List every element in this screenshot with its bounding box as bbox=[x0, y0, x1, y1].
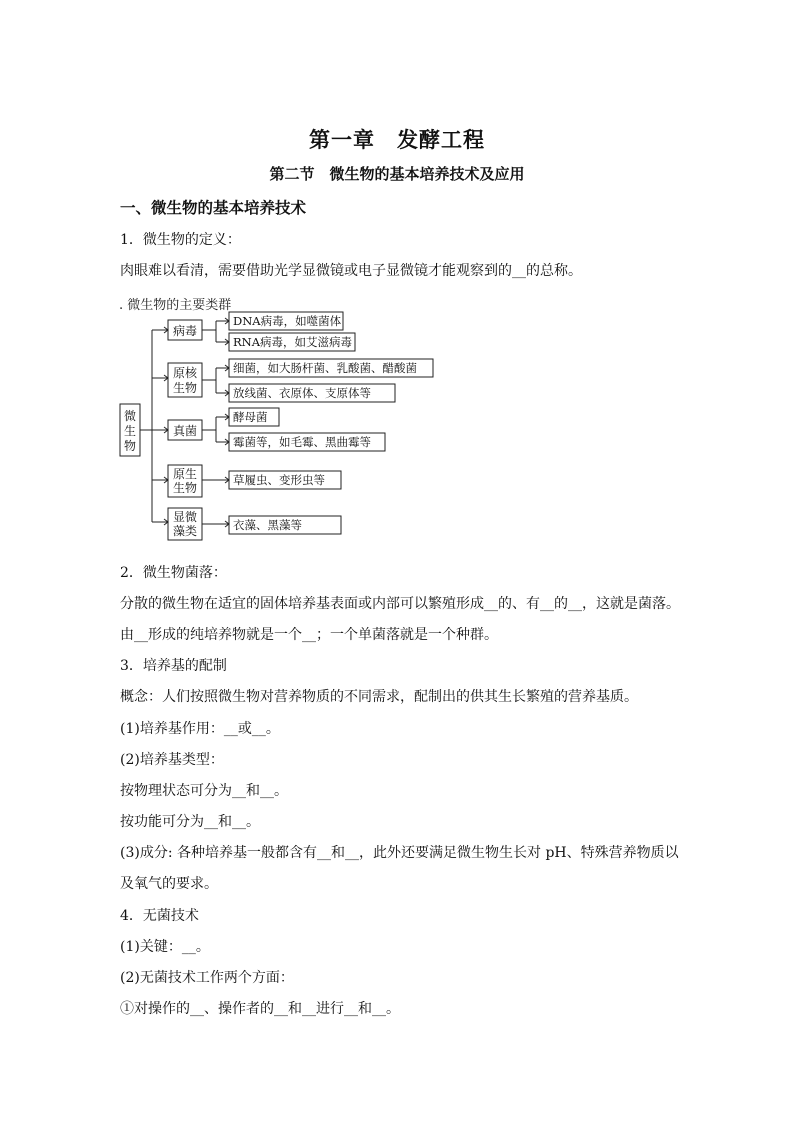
item-4-aspect-1: ①对操作的__、操作者的__和__进行__和__。 bbox=[120, 1001, 400, 1017]
item-2-line2: 由__形成的纯培养物就是一个__；一个单菌落就是一个种群。 bbox=[120, 627, 498, 643]
item-2-title: 2．微生物菌落： bbox=[120, 565, 227, 581]
item-4-key: (1)关键：__。 bbox=[120, 939, 210, 955]
group-label-algae-2: 藻类 bbox=[172, 524, 198, 538]
item-4-title: 4．无菌技术 bbox=[120, 908, 199, 924]
group-label-protist-2: 生物 bbox=[172, 481, 198, 495]
group-label-prokaryote-2: 生物 bbox=[172, 381, 198, 395]
leaf-bacteria: 细菌，如大肠杆菌、乳酸菌、醋酸菌 bbox=[233, 361, 417, 375]
heading-basic-culture: 一、微生物的基本培养技术 bbox=[120, 198, 307, 217]
item-3-types-function: 按功能可分为__和__。 bbox=[120, 814, 260, 830]
item-3-title: 3．培养基的配制 bbox=[120, 658, 227, 674]
group-label-virus: 病毒 bbox=[172, 324, 198, 338]
item-1-text: 肉眼难以看清，需要借助光学显微镜或电子显微镜才能观察到的__的总称。 bbox=[120, 263, 582, 279]
leaf-protozoa: 草履虫、变形虫等 bbox=[233, 473, 325, 487]
item-3-components-line1: (3)成分: 各种培养基一般都含有__和__，此外还要满足微生物生长对 pH、特殊营养物质以 bbox=[120, 845, 679, 861]
root-char-3: 物 bbox=[123, 439, 137, 453]
leaf-dna-virus: DNA病毒，如噬菌体 bbox=[233, 314, 342, 328]
item-2-line1: 分散的微生物在适宜的固体培养基表面或内部可以繁殖形成__的、有__的__，这就是菌落。 bbox=[120, 596, 680, 612]
leaf-rna-virus: RNA病毒，如艾滋病毒 bbox=[233, 335, 353, 349]
chapter-title: 第一章 发酵工程 bbox=[309, 127, 485, 152]
item-3-concept: 概念：人们按照微生物对营养物质的不同需求，配制出的供其生长繁殖的营养基质。 bbox=[120, 689, 638, 705]
leaf-mold: 霉菌等，如毛霉、黑曲霉等 bbox=[233, 435, 371, 449]
microbe-classification-diagram bbox=[110, 308, 440, 544]
group-label-prokaryote-1: 原核 bbox=[172, 366, 198, 380]
root-char-2: 生 bbox=[123, 424, 137, 438]
item-3-function: (1)培养基作用：__或__。 bbox=[120, 721, 280, 737]
root-char-1: 微 bbox=[123, 409, 137, 423]
diagram-label: . 微生物的主要类群 bbox=[119, 298, 232, 313]
item-4-aspects: (2)无菌技术工作两个方面： bbox=[120, 970, 294, 986]
leaf-actinomycetes: 放线菌、衣原体、支原体等 bbox=[233, 386, 371, 400]
section-title: 第二节 微生物的基本培养技术及应用 bbox=[269, 165, 525, 183]
item-3-components-line2: 及氧气的要求。 bbox=[120, 876, 218, 892]
group-label-algae-1: 显微 bbox=[172, 510, 198, 524]
leaf-yeast: 酵母菌 bbox=[233, 410, 268, 424]
item-1-title: 1．微生物的定义： bbox=[120, 232, 241, 248]
leaf-algae: 衣藻、黑藻等 bbox=[233, 518, 302, 532]
group-label-fungi: 真菌 bbox=[172, 424, 198, 438]
item-3-types: (2)培养基类型： bbox=[120, 752, 224, 768]
group-label-protist-1: 原生 bbox=[172, 467, 198, 481]
item-3-types-physical: 按物理状态可分为__和__。 bbox=[120, 783, 288, 799]
